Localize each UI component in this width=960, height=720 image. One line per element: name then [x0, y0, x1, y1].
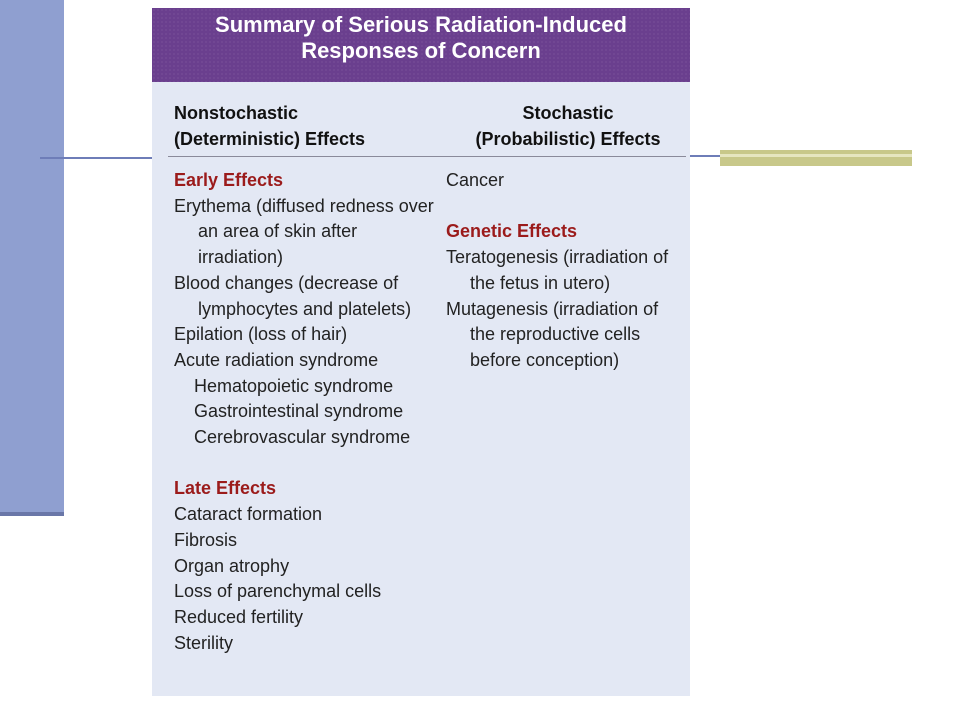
list-item: Sterility: [174, 632, 234, 653]
list-subitem: Cerebrovascular syndrome: [194, 427, 411, 448]
list-item: Teratogenesis (irradiation of the fetus in utero): [446, 247, 669, 293]
list-item: Mutagenesis (irradiation of the reproductive cells before conception): [446, 298, 659, 370]
column-heading-nonstochastic: [174, 100, 365, 152]
summary-table-image: [152, 8, 690, 696]
list-item: Organ atrophy: [174, 555, 290, 576]
list-item: Erythema (diffused redness over an area of skin after irradiation): [174, 195, 434, 268]
table-title: [152, 8, 690, 82]
table-title-line-2: Responses of Concern: [301, 38, 541, 63]
column-heading-left-line-2: (Deterministic) Effects: [174, 129, 366, 149]
column-heading-right-line-1: Stochastic: [522, 103, 614, 123]
slide-olive-accent-bar: [720, 150, 912, 166]
genetic-effects-heading: Genetic Effects: [446, 221, 578, 242]
stochastic-column: [446, 168, 686, 374]
slide-left-accent-bar-shadow: [0, 512, 64, 516]
section-gap: [174, 451, 444, 477]
late-effects-heading: Late Effects: [174, 478, 277, 499]
list-subitem: Gastrointestinal syndrome: [194, 401, 404, 422]
slide-divider-line-left: [40, 157, 152, 159]
list-item: Fibrosis: [174, 529, 238, 550]
slide-left-accent-bar: [0, 0, 64, 512]
list-subitem: Hematopoietic syndrome: [194, 375, 394, 396]
column-headings: [152, 100, 690, 160]
cancer-item: Cancer: [446, 170, 505, 190]
list-item: Loss of parenchymal cells: [174, 581, 382, 602]
early-effects-heading: Early Effects: [174, 170, 284, 190]
slide-divider-line-right: [690, 155, 720, 157]
list-item: Acute radiation syndrome: [174, 349, 379, 370]
column-heading-left-line-1: Nonstochastic: [174, 103, 299, 123]
table-title-line-1: Summary of Serious Radiation-Induced: [215, 12, 627, 37]
column-heading-stochastic: [458, 100, 678, 152]
list-item: Blood changes (decrease of lymphocytes and platelets): [174, 272, 412, 319]
heading-divider: [168, 156, 686, 157]
list-item: Epilation (loss of hair): [174, 324, 348, 345]
nonstochastic-column: [174, 168, 444, 656]
list-item: Cataract formation: [174, 504, 323, 525]
column-heading-right-line-2: (Probabilistic) Effects: [475, 129, 661, 149]
list-item: Reduced fertility: [174, 606, 304, 627]
section-gap: [446, 194, 686, 220]
